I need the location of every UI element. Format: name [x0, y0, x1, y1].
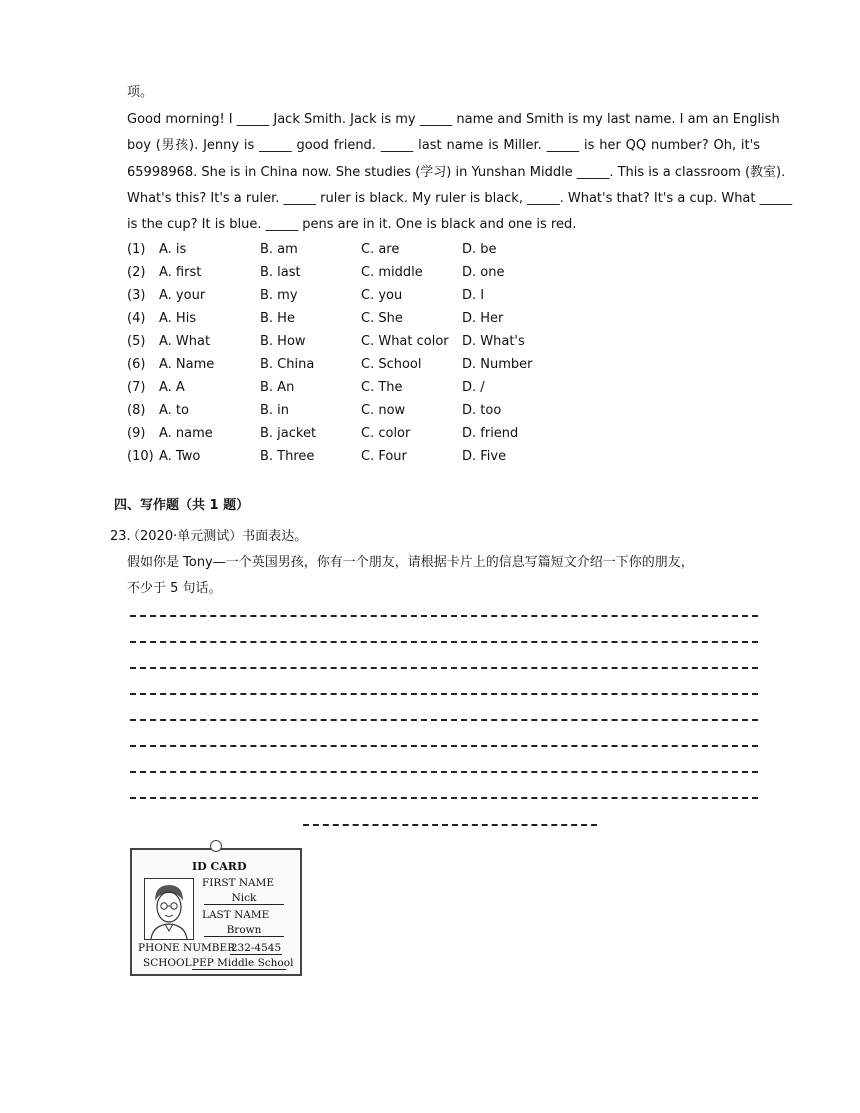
answer-line[interactable]	[303, 824, 597, 826]
option-row	[127, 309, 567, 332]
school-label: SCHOOL	[143, 957, 192, 969]
question-number: (8)	[127, 403, 146, 418]
option-b[interactable]: B. am	[260, 242, 298, 257]
header-tail: 项。	[127, 85, 154, 100]
option-d[interactable]: D. friend	[462, 426, 519, 441]
first-name-value: Nick	[204, 892, 284, 905]
option-d[interactable]: D. Five	[462, 449, 507, 464]
option-b[interactable]: B. Three	[260, 449, 315, 464]
question-number: 23.	[110, 529, 131, 544]
option-row	[127, 401, 567, 424]
answer-line[interactable]	[130, 745, 758, 747]
passage	[127, 107, 793, 238]
option-c[interactable]: C. now	[361, 403, 406, 418]
option-a[interactable]: A. your	[159, 288, 206, 303]
card-title: ID CARD	[192, 860, 247, 873]
answer-line[interactable]	[130, 667, 758, 669]
option-a[interactable]: A. first	[159, 265, 202, 280]
option-b[interactable]: B. my	[260, 288, 298, 303]
option-a[interactable]: A. to	[159, 403, 189, 418]
option-d[interactable]: D. /	[462, 380, 485, 395]
question-number: (2)	[127, 265, 146, 280]
option-b[interactable]: B. last	[260, 265, 301, 280]
question-source: （2020·单元测试）书面表达。	[127, 529, 308, 544]
school-value: PEP Middle School	[192, 957, 294, 969]
question-number: (7)	[127, 380, 146, 395]
options-list	[127, 240, 567, 470]
option-c[interactable]: C. What color	[361, 334, 449, 349]
answer-line[interactable]	[130, 693, 758, 695]
option-b[interactable]: B. China	[260, 357, 315, 372]
question-number: (3)	[127, 288, 146, 303]
question-prompt-line: 不少于 5 句话。	[127, 581, 222, 596]
option-d[interactable]: D. I	[462, 288, 485, 303]
answer-line[interactable]	[130, 771, 758, 773]
option-row	[127, 332, 567, 355]
first-name-label: FIRST NAME	[202, 877, 275, 889]
option-c[interactable]: C. The	[361, 380, 403, 395]
option-c[interactable]: C. School	[361, 357, 422, 372]
option-c[interactable]: C. are	[361, 242, 400, 257]
question-number: (5)	[127, 334, 146, 349]
option-c[interactable]: C. you	[361, 288, 403, 303]
answer-line[interactable]	[130, 641, 758, 643]
option-d[interactable]: D. Number	[462, 357, 533, 372]
option-a[interactable]: A. His	[159, 311, 197, 326]
option-c[interactable]: C. middle	[361, 265, 423, 280]
question-number: (9)	[127, 426, 146, 441]
question-prompt-line: 假如你是 Tony—一个英国男孩，你有一个朋友，请根据卡片上的信息写篇短文介绍一下你的朋友，	[127, 555, 694, 570]
option-row	[127, 378, 567, 401]
passage-line: 65998968. She is in China now. She studies (学习) in Yunshan Middle _____. This is a classroom (教室).	[127, 164, 786, 180]
option-b[interactable]: B. An	[260, 380, 295, 395]
option-d[interactable]: D. one	[462, 265, 505, 280]
last-name-label: LAST NAME	[202, 909, 270, 921]
option-d[interactable]: D. What's	[462, 334, 525, 349]
answer-line[interactable]	[130, 615, 758, 617]
passage-line: What's this? It's a ruler. _____ ruler is black. My ruler is black, _____. What's that? It's a cup. What _____	[127, 190, 793, 206]
phone-value: 232-4545	[230, 942, 282, 954]
option-a[interactable]: A. Name	[159, 357, 215, 372]
question-number: (4)	[127, 311, 146, 326]
option-row	[127, 424, 567, 447]
option-row	[127, 447, 567, 470]
option-b[interactable]: B. in	[260, 403, 290, 418]
option-c[interactable]: C. color	[361, 426, 411, 441]
option-b[interactable]: B. jacket	[260, 426, 317, 441]
option-d[interactable]: D. too	[462, 403, 502, 418]
question-number: (6)	[127, 357, 146, 372]
option-a[interactable]: A. A	[159, 380, 185, 395]
portrait-icon	[144, 878, 194, 940]
answer-line[interactable]	[130, 719, 758, 721]
card-ring	[210, 840, 222, 852]
option-b[interactable]: B. How	[260, 334, 306, 349]
option-row	[127, 286, 567, 309]
option-d[interactable]: D. be	[462, 242, 497, 257]
option-a[interactable]: A. Two	[159, 449, 201, 464]
option-a[interactable]: A. is	[159, 242, 187, 257]
option-a[interactable]: A. name	[159, 426, 213, 441]
last-name-value: Brown	[204, 924, 284, 937]
option-b[interactable]: B. He	[260, 311, 295, 326]
option-row	[127, 263, 567, 286]
id-card	[130, 848, 302, 976]
option-c[interactable]: C. Four	[361, 449, 407, 464]
answer-line[interactable]	[130, 797, 758, 799]
option-row	[127, 355, 567, 378]
phone-label: PHONE NUMBER	[138, 942, 236, 954]
question-number: (1)	[127, 242, 146, 257]
option-c[interactable]: C. She	[361, 311, 403, 326]
section-heading: 四、写作题（共 1 题）	[114, 498, 250, 513]
option-d[interactable]: D. Her	[462, 311, 504, 326]
question-number: (10)	[127, 449, 154, 464]
passage-line: is the cup? It is blue. _____ pens are in it. One is black and one is red.	[127, 217, 577, 233]
passage-line: Good morning! I _____ Jack Smith. Jack is my _____ name and Smith is my last name. I am an English	[127, 112, 780, 127]
option-row	[127, 240, 567, 263]
passage-line: boy (男孩). Jenny is _____ good friend. _____ last name is Miller. _____ is her QQ number? Oh, it's	[127, 138, 760, 154]
option-a[interactable]: A. What	[159, 334, 211, 349]
